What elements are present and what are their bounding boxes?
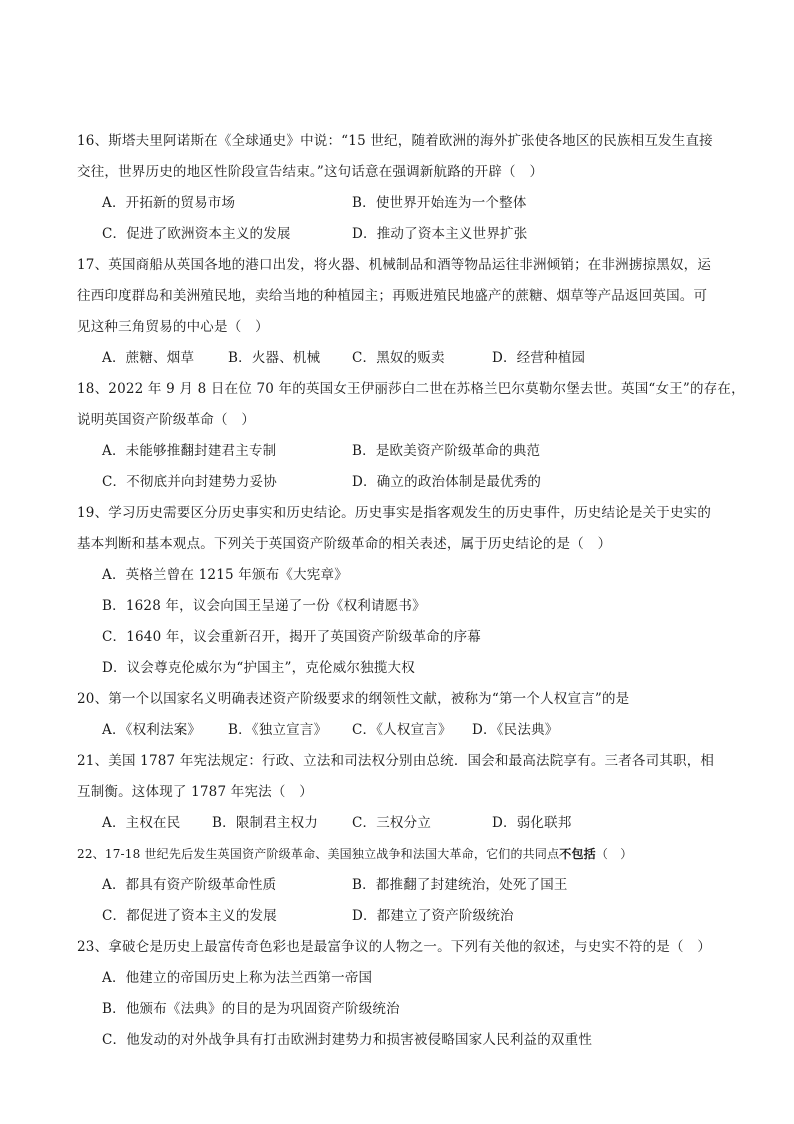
q16-option-b[interactable]: B．使世界开始连为一个整体 (352, 195, 527, 211)
q22-stem-suffix: （ ） (595, 847, 633, 861)
q16-option-a[interactable]: A．开拓新的贸易市场 (102, 195, 236, 211)
q18-stem-line-1: 18、2022 年 9 月 8 日在位 70 年的英国女王伊丽莎白二世在苏格兰巴尔莫勒尔堡去世。英国“女王”的存在， (77, 381, 745, 397)
q22-option-b[interactable]: B．都推翻了封建统治，处死了国王 (352, 877, 568, 893)
q17-stem-line-3: 见这种三角贸易的中心是（ ） (77, 319, 269, 335)
q16-option-d[interactable]: D．推动了资本主义世界扩张 (352, 226, 528, 242)
q17-option-b[interactable]: B．火器、机械 (228, 350, 321, 366)
q16-stem-line-2: 交往，世界历史的地区性阶段宣告结束。”这句话意在强调新航路的开辟（ ） (77, 164, 544, 180)
q19-option-c[interactable]: C．1640 年，议会重新召开，揭开了英国资产阶级革命的序幕 (102, 629, 481, 645)
q19-option-a[interactable]: A．英格兰曾在 1215 年颁布《大宪章》 (102, 567, 348, 583)
q19-stem-line-1: 19、学习历史需要区分历史事实和历史结论。历史事实是指客观发生的历史事件，历史结论是关于史实的 (77, 505, 712, 521)
q21-stem-line-1: 21、美国 1787 年宪法规定：行政、立法和司法权分别由总统．国会和最高法院享有。三者各司其职，相 (77, 753, 715, 769)
q21-option-a[interactable]: A．主权在民 (102, 815, 181, 831)
q19-option-b[interactable]: B．1628 年，议会向国王呈递了一份《权利请愿书》 (102, 598, 426, 614)
q23-option-a[interactable]: A．他建立的帝国历史上称为法兰西第一帝国 (102, 970, 373, 986)
q22-option-c[interactable]: C．都促进了资本主义的发展 (102, 908, 277, 924)
q22-option-d[interactable]: D．都建立了资产阶级统治 (352, 908, 514, 924)
q23-option-c[interactable]: C．他发动的对外战争具有打击欧洲封建势力和损害被侵略国家人民利益的双重性 (102, 1032, 593, 1048)
q22-stem-prefix: 22、17-18 世纪先后发生英国资产阶级革命、美国独立战争和法国大革命，它们的共同点 (77, 847, 560, 861)
q19-option-d[interactable]: D．议会尊克伦威尔为“护国主”，克伦威尔独揽大权 (102, 660, 415, 676)
q22-option-row-2 (102, 907, 724, 925)
q20-option-c[interactable]: C．《人权宣言》 (352, 722, 452, 738)
q18-stem-line-2: 说明英国资产阶级革命（ ） (77, 412, 256, 428)
q17-option-d[interactable]: D．经营种植园 (492, 350, 586, 366)
q16-option-row-2 (102, 225, 724, 243)
q18-option-row-2 (102, 473, 724, 491)
q17-option-a[interactable]: A．蔗糖、烟草 (102, 350, 195, 366)
q18-option-b[interactable]: B．是欧美资产阶级革命的典范 (352, 443, 541, 459)
q22-stem-line-1 (77, 845, 724, 863)
q18-option-a[interactable]: A．未能够推翻封建君主专制 (102, 443, 277, 459)
q21-option-c[interactable]: C．三权分立 (352, 815, 432, 831)
q17-stem-line-1: 17、英国商船从英国各地的港口出发，将火器、机械制品和酒等物品运往非洲倾销；在非洲掳掠黑奴，运 (77, 257, 712, 273)
q22-stem-emphasis: 不包括 (559, 847, 596, 861)
q20-stem-line-1: 20、第一个以国家名义明确表述资产阶级要求的纲领性文献，被称为“第一个人权宣言”的是 (77, 691, 630, 707)
q21-stem-line-2: 互制衡。这体现了 1787 年宪法（ ） (77, 784, 313, 800)
q23-stem-line-1: 23、拿破仑是历史上最富传奇色彩也是最富争议的人物之一。下列有关他的叙述，与史实不符的是（ ） (77, 939, 712, 955)
q21-option-b[interactable]: B．限制君主权力 (212, 815, 319, 831)
q20-option-a[interactable]: A．《权利法案》 (102, 722, 202, 738)
q16-option-row-1 (102, 194, 724, 212)
q22-option-a[interactable]: A．都具有资产阶级革命性质 (102, 877, 277, 893)
q17-stem-line-2: 往西印度群岛和美洲殖民地，卖给当地的种植园主；再贩进殖民地盛产的蔗糖、烟草等产品返回英国。可 (77, 288, 708, 304)
q22-option-row-1 (102, 876, 724, 894)
q18-option-d[interactable]: D．确立的政治体制是最优秀的 (352, 474, 542, 490)
q16-stem-line-1: 16、斯塔夫里阿诺斯在《全球通史》中说：“15 世纪，随着欧洲的海外扩张使各地区的民族相互发生直接 (77, 133, 713, 149)
q20-option-d[interactable]: D．《民法典》 (472, 722, 559, 738)
q19-stem-line-2: 基本判断和基本观点。下列关于英国资产阶级革命的相关表述，属于历史结论的是（ ） (77, 536, 612, 552)
q18-option-row-1 (102, 442, 724, 460)
q23-option-b[interactable]: B．他颁布《法典》的目的是为巩固资产阶级统治 (102, 1001, 400, 1017)
q21-option-d[interactable]: D．弱化联邦 (492, 815, 572, 831)
q18-option-c[interactable]: C．不彻底并向封建势力妥协 (102, 474, 277, 490)
q20-option-b[interactable]: B．《独立宣言》 (228, 722, 328, 738)
q16-option-c[interactable]: C．促进了欧洲资本主义的发展 (102, 226, 291, 242)
q17-option-c[interactable]: C．黑奴的贩卖 (352, 350, 445, 366)
